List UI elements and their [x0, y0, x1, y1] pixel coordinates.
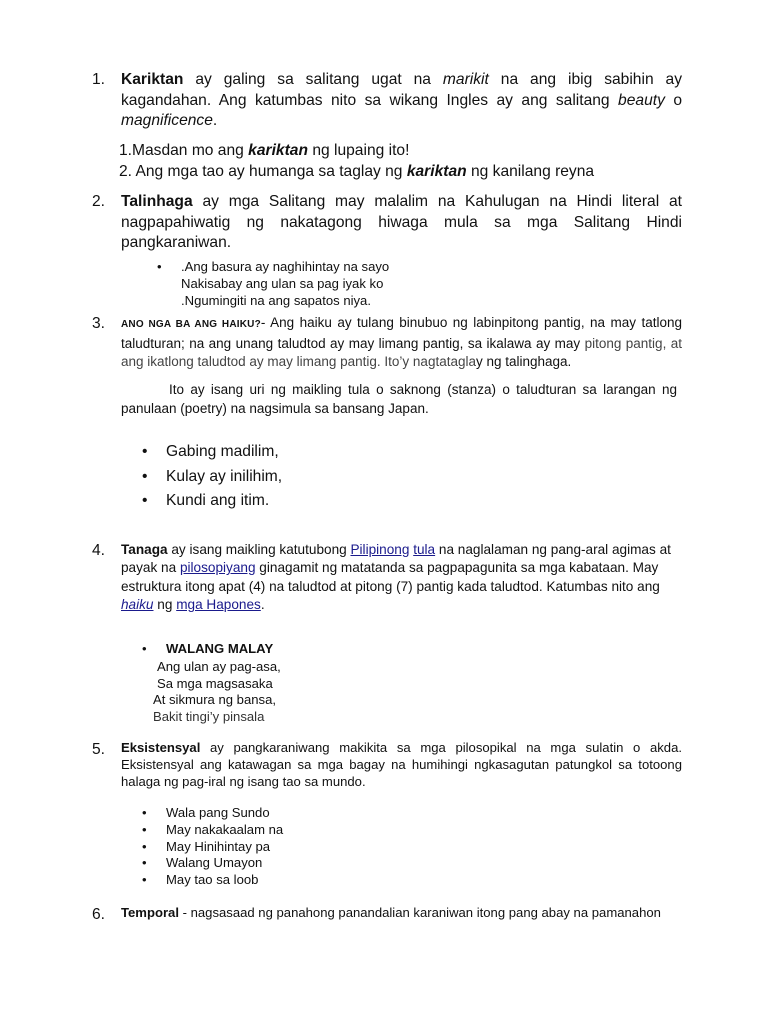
item-1 [92, 70, 682, 132]
text: ay mga Salitang may malalim na Kahulugan na Hindi literal at nagpapahiwatig ng nakatagong hiwaga mula sa mga Salitang Hindi pangkaraniwan. [121, 193, 682, 251]
emphasis: beauty [618, 91, 665, 109]
item-3-text [121, 314, 682, 372]
poem-line: Bakit tingi’y pinsala [153, 709, 265, 725]
text: ng lupaing ito! [307, 142, 410, 159]
term: ANO NGA BA ANG HAIKU? [121, 319, 261, 330]
item-5-text [121, 740, 682, 790]
poem-line: Sa mga magsasaka [157, 675, 273, 691]
item-2-bullet [157, 259, 577, 309]
text: ay isang maikling katutubong [167, 542, 351, 557]
item-3-paragraph-2: Ito ay isang uri ng maikling tula o saknong (stanza) o taludturan sa larangan ng panulaan (poetry) na nagsimula sa bansang Japan. [121, 382, 677, 416]
text: o [664, 91, 682, 109]
item-1-examples [119, 141, 719, 182]
example-line [119, 141, 719, 162]
text: pitong pantig, at ang ikatlong taludtod ay may limang pantig. Ito’y nagtatagla [121, 335, 683, 369]
text: 2. Ang mga tao ay humanga sa taglay ng [119, 162, 407, 180]
bullet-icon: • [157, 259, 162, 274]
item-3 [92, 314, 682, 372]
text: - nagsasaad ng panahong panandalian karaniwan itong pang abay na pamanahon [178, 905, 661, 920]
text: ay galing sa salitang ugat na [183, 71, 443, 88]
item-4-text [121, 541, 682, 614]
list-item: • Kundi ang itim. [142, 491, 442, 512]
term: Tanaga [121, 542, 168, 557]
eksistensyal-bullets [142, 805, 442, 889]
emphasis: kariktan [248, 142, 308, 159]
poem-line: Ang ulan ay pag-asa, [157, 658, 281, 674]
text: 1.Masdan mo ang [119, 142, 249, 159]
text: y ng talinghaga. [475, 354, 572, 369]
term: Eksistensyal [121, 740, 201, 755]
item-number: 5. [92, 741, 106, 758]
list-item: • Gabing madilim, [142, 442, 442, 463]
text: na naglalaman ng pang-aral agimas at payak na [121, 542, 671, 576]
text: ay pangkaraniwang makikita sa mga pilosopikal na mga sulatin o akda. Eksistensyal ang katawagan sa mga bagay na humihingi ngkasagutan patungkol sa totoong halaga ng pag-iral ng isang tao sa mundo. [121, 740, 682, 789]
item-1-text [121, 70, 682, 132]
item-5 [92, 740, 682, 790]
bullet-line: .Ngumingiti na ang sapatos niya. [181, 292, 371, 308]
term: Temporal [121, 905, 179, 920]
text: ng kanilang reyna [466, 162, 595, 180]
text: . [212, 112, 218, 129]
item-2 [92, 192, 682, 254]
link-mga-hapones[interactable]: mga Hapones [176, 596, 261, 612]
example-line [119, 162, 719, 183]
item-number: 6. [92, 906, 106, 923]
list-item: • Kulay ay inilihim, [142, 467, 442, 488]
item-number: 4. [92, 542, 106, 559]
poem-lines [153, 658, 442, 726]
list-item: • Wala pang Sundo [142, 805, 442, 822]
term: Talinhaga [121, 193, 193, 210]
bullet-icon: • [142, 641, 147, 656]
haiku-bullets [142, 442, 442, 512]
item-6-text [121, 905, 682, 922]
poem-line: At sikmura ng bansa, [153, 692, 276, 708]
text: ginagamit ng matatanda sa pagpapagunita sa mga kabataan. May estruktura itong apat (4) na taludtod at pitong (7) pantig kada taludtod. Katumbas nito ang [121, 560, 660, 594]
list-item: • May Hinihintay pa [142, 839, 442, 856]
list-item: • May nakakaalam na [142, 822, 442, 839]
term: Kariktan [121, 71, 184, 88]
text: . [260, 596, 265, 612]
poem-block [142, 641, 442, 726]
poem-title: WALANG MALAY [166, 641, 274, 656]
item-6 [92, 905, 682, 922]
list-item: • May tao sa loob [142, 872, 442, 889]
emphasis: marikit [442, 71, 489, 88]
item-number: 1. [92, 71, 106, 88]
link-haiku[interactable]: haiku [121, 596, 154, 612]
list-item: • Walang Umayon [142, 855, 442, 872]
link-pilipinong[interactable]: Pilipinong [350, 542, 410, 557]
emphasis: kariktan [406, 162, 467, 180]
bullet-line: .Ang basura ay naghihintay na sayo [181, 259, 390, 274]
item-number: 3. [92, 315, 106, 332]
text: - Ang haiku ay tulang binubuo ng labinpitong pantig, na may tatlong taludturan; na ang unang taludtod ay may limang pantig, sa ikalawa ay may [121, 315, 682, 351]
text: ng [153, 596, 177, 612]
link-tula[interactable]: tula [413, 542, 436, 557]
text: na ang ibig sabihin ay kagandahan. Ang katumbas nito sa wikang Ingles ay ang salitang [121, 71, 683, 109]
bullet-line: Nakisabay ang ulan sa pag iyak ko [181, 275, 384, 291]
item-4 [92, 541, 682, 614]
item-2-text [121, 192, 682, 254]
link-pilosopiyang[interactable]: pilosopiyang [179, 560, 256, 576]
emphasis: magnificence [121, 112, 213, 129]
item-number: 2. [92, 193, 106, 210]
bullet-text [181, 259, 577, 309]
